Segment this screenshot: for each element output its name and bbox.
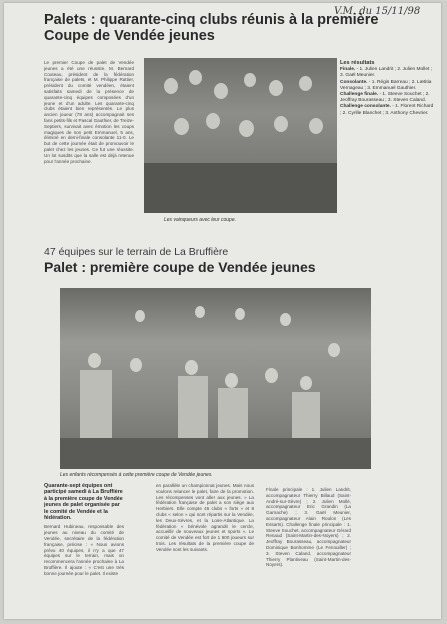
handwritten-date: V.M. du 15/11/98: [334, 6, 421, 17]
results-line: Consolante. - 1. Régis Barreau ; 2. Lætitia Vernageau ; 3. Emmanuel Gauthier.: [340, 79, 432, 91]
article2-photo-caption: Les enfants récompensés à cette première coupe de Vendée jeunes.: [60, 472, 213, 478]
article2-headline: Palet : première coupe de Vendée jeunes: [44, 259, 316, 275]
article2-kicker: 47 équipes sur le terrain de La Bruffière: [44, 246, 229, 258]
article1-body: Le premier Coupe de palet de Vendée jeunes a été une réussite. M. Bernard Couteau, président de la fédération française de palets, et M. Philippe Rattier, président du comité vendéen, étaient satisfaits samedi de la présence de quarante-cinq équipes composées d'un jeune et d'un adulte. Les quarante-cinq clubs étaient bien représentés. Le plus ancien joueur (78 ans) accompagnait ses fans petits-fils et Pascal Gauthier, de Treize-Septiers, survivait avec émotion les coups magiques de son petit Emmanuel, 5 ans, éliminé en demi-finale consolante 11-0. Le but de cette journée était de promouvoir le palet chez les jeunes. Ce fut une réussite. Un lot susdits que la salle est déjà retenue pour l'année prochaine.: [44, 60, 134, 164]
article2-photo: [60, 288, 371, 469]
results-title: Les résultats: [340, 60, 375, 66]
article1-headline: Palets : quarante-cinq clubs réunis à la première Coupe de Vendée jeunes: [44, 12, 379, 44]
results-line: Challenge consolante. - 1. Florent Richard ; 2. Cyrille Blanchet ; 3. Anthony Chevrier.: [340, 104, 434, 116]
results-line: Finale. - 1. Julien Landrit ; 2. Julien Mollet ; 3. Gaël Meunier.: [340, 67, 432, 79]
article2-col2: en parallèle un championnat jeunes. Mais nous voulons relancer le palet, faire de la promotion. Les récompenses vont aller aux jeunes. » La fédération française de palet a son siège aux Herbiers. Elle compte 45 clubs « forts » et 8 clubs « selon » qui sont répartis sur la Vendée, les Deux-Sèvres, et la Loire-Atlantique. La fédération « bénévole agrandit le cercle, accueillir de nouveaux jeunes et sports ». Le comité de Vendée est fort de 1 600 joueurs sur trois. Les résultats de la première coupe de Vendée sont les suivants.: [156, 483, 254, 552]
newspaper-clipping: [4, 3, 441, 619]
article1-photo: [144, 58, 337, 213]
article1-photo-caption: Les vainqueurs avec leur coupe.: [164, 217, 236, 223]
article2-col3: Finale principale : 1. Julien Landrit, accompagnateur Thierry Billaud (Saint-André-sur-Sèvre) ; 2. Julien Mollé, accompagnateur Eric Grandin (La Garnache) ; 3. Gaël Meunier, accompagnateur Alain Roulon (Les Essarts). Challenge finale principale : 1. Steeve Souchet, accompagnateur Gérard Renaud (Saint-Martin-des-Noyers) ; 2. Jeoffray Bourasseau, accompagnateur Dominique Bonhomme (Le Fenouiller) ; 3. Steven Caland, accompagnateur Thierry Plantiveau (Saint-Martin-des-Noyers).: [266, 487, 351, 568]
results-line: Challenge finale. - 1. Steeve Souchet ; 2. Jeoffray Bourasseau ; 3. Steven Caland.: [340, 92, 430, 104]
article2-col1-text: Bernard Hubineau, responsable des jeunes au niveau du comité de Vendée, secrétaire de la fédération française, précise : « Nous avions prévu 40 équipes, il n'y a que 47 équipes sur le terrain, mais on recommencera l'année prochaine à La Bruffière. Il ajoute : « C'est une très bonne journée pour le palet. Il existe: [44, 524, 124, 576]
results-box: [340, 60, 435, 117]
article2-lead: Quarante-sept équipes ont participé samedi à La Bruffière à la première coupe de Vendée jeunes de palet organisée par le comité de Vendée et la fédération.: [44, 483, 123, 522]
article2-col1: [44, 483, 124, 577]
